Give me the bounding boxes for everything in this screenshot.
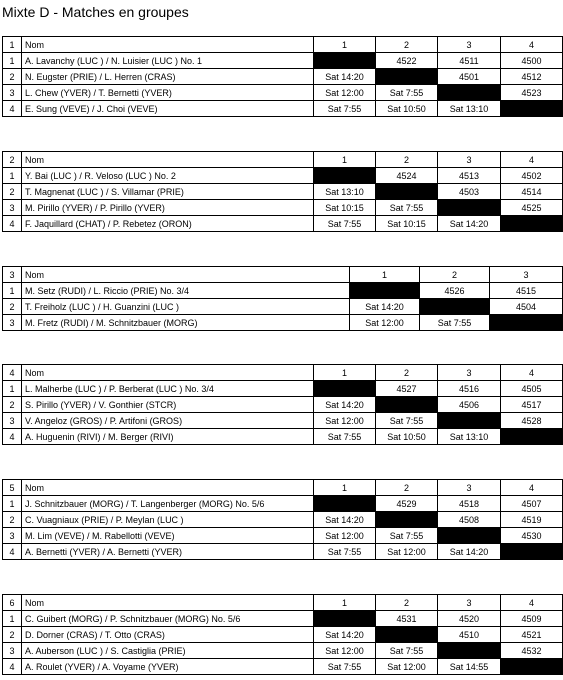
match-cell: 4517 [501,397,563,413]
match-cell: 4500 [501,53,563,69]
match-cell: Sat 14:20 [314,512,376,528]
blocked-cell [314,168,376,184]
row-index: 2 [3,69,22,85]
group-number: 2 [3,152,22,168]
match-cell: 4508 [438,512,501,528]
row-index: 2 [3,627,22,643]
group-table [2,36,563,117]
match-cell: 4503 [438,184,501,200]
row-index: 3 [3,85,22,101]
pair-name: A. Auberson (LUC ) / S. Castiglia (PRIE) [22,643,314,659]
match-cell: Sat 12:00 [314,413,376,429]
name-header: Nom [22,595,314,611]
column-header: 2 [376,152,438,168]
table-row [3,299,563,315]
match-cell: 4509 [501,611,563,627]
blocked-cell [314,496,376,512]
match-cell: 4506 [438,397,501,413]
table-row [3,611,563,627]
blocked-cell [501,544,563,560]
group-header-row [3,595,563,611]
table-row [3,528,563,544]
pair-name: M. Lim (VEVE) / M. Rabellotti (VEVE) [22,528,314,544]
match-cell: Sat 7:55 [376,85,438,101]
match-cell: Sat 14:20 [350,299,420,315]
blocked-cell [420,299,490,315]
group-header-row [3,152,563,168]
column-header: 2 [376,595,438,611]
match-cell: Sat 10:50 [376,101,438,117]
column-header: 4 [501,480,563,496]
match-cell: Sat 13:10 [438,101,501,117]
pair-name: D. Dorner (CRAS) / T. Otto (CRAS) [22,627,314,643]
match-cell: Sat 7:55 [376,200,438,216]
column-header: 3 [438,365,501,381]
column-header: 2 [376,480,438,496]
pair-name: V. Angeloz (GROS) / P. Artifoni (GROS) [22,413,314,429]
row-index: 4 [3,659,22,675]
match-cell: Sat 7:55 [376,643,438,659]
column-header: 2 [420,267,490,283]
match-cell: Sat 12:00 [350,315,420,331]
match-cell: Sat 14:20 [314,627,376,643]
match-cell: 4523 [501,85,563,101]
pair-name: M. Pirillo (YVER) / P. Pirillo (YVER) [22,200,314,216]
match-cell: Sat 12:00 [314,643,376,659]
column-header: 1 [350,267,420,283]
table-row [3,659,563,675]
group-table [2,594,563,675]
match-cell: Sat 7:55 [314,544,376,560]
match-cell: 4525 [501,200,563,216]
column-header: 1 [314,365,376,381]
column-header: 3 [438,595,501,611]
match-cell: 4514 [501,184,563,200]
column-header: 1 [314,152,376,168]
pair-name: A. Bernetti (YVER) / A. Bernetti (YVER) [22,544,314,560]
group-table [2,364,563,445]
pair-name: L. Chew (YVER) / T. Bernetti (YVER) [22,85,314,101]
group-number: 6 [3,595,22,611]
column-header: 1 [314,595,376,611]
match-cell: 4518 [438,496,501,512]
match-cell: Sat 10:15 [314,200,376,216]
column-header: 4 [501,37,563,53]
table-row [3,413,563,429]
pair-name: A. Lavanchy (LUC ) / N. Luisier (LUC ) No. 1 [22,53,314,69]
blocked-cell [314,611,376,627]
table-row [3,283,563,299]
match-cell: Sat 13:10 [438,429,501,445]
match-cell: Sat 12:00 [376,544,438,560]
row-index: 3 [3,413,22,429]
pair-name: T. Freiholz (LUC ) / H. Guanzini (LUC ) [22,299,350,315]
match-cell: Sat 10:50 [376,429,438,445]
blocked-cell [438,643,501,659]
match-cell: 4512 [501,69,563,85]
column-header: 1 [314,37,376,53]
pair-name: J. Schnitzbauer (MORG) / T. Langenberger (MORG) No. 5/6 [22,496,314,512]
pair-name: C. Guibert (MORG) / P. Schnitzbauer (MORG) No. 5/6 [22,611,314,627]
group-number: 4 [3,365,22,381]
pair-name: N. Eugster (PRIE) / L. Herren (CRAS) [22,69,314,85]
match-cell: Sat 14:20 [314,397,376,413]
row-index: 1 [3,53,22,69]
name-header: Nom [22,267,350,283]
row-index: 1 [3,611,22,627]
blocked-cell [501,659,563,675]
row-index: 4 [3,429,22,445]
row-index: 1 [3,381,22,397]
name-header: Nom [22,480,314,496]
table-row [3,216,563,232]
column-header: 4 [501,595,563,611]
match-cell: Sat 7:55 [376,413,438,429]
name-header: Nom [22,37,314,53]
row-index: 2 [3,397,22,413]
match-cell: 4505 [501,381,563,397]
pair-name: L. Malherbe (LUC ) / P. Berberat (LUC ) No. 3/4 [22,381,314,397]
row-index: 4 [3,216,22,232]
match-cell: 4522 [376,53,438,69]
match-cell: Sat 14:20 [314,69,376,85]
pair-name: Y. Bai (LUC ) / R. Veloso (LUC ) No. 2 [22,168,314,184]
blocked-cell [438,200,501,216]
match-cell: 4531 [376,611,438,627]
match-cell: Sat 10:15 [376,216,438,232]
group-header-row [3,365,563,381]
column-header: 2 [376,365,438,381]
pair-name: E. Sung (VEVE) / J. Choi (VEVE) [22,101,314,117]
pair-name: S. Pirillo (YVER) / V. Gonthier (STCR) [22,397,314,413]
blocked-cell [314,381,376,397]
match-cell: 4504 [490,299,563,315]
blocked-cell [438,85,501,101]
table-row [3,85,563,101]
match-cell: 4529 [376,496,438,512]
blocked-cell [376,184,438,200]
pair-name: M. Fretz (RUDI) / M. Schnitzbauer (MORG) [22,315,350,331]
row-index: 2 [3,184,22,200]
page-title: Mixte D - Matches en groupes [2,4,189,20]
group-number: 1 [3,37,22,53]
row-index: 1 [3,168,22,184]
table-row [3,101,563,117]
blocked-cell [438,413,501,429]
group-table [2,479,563,560]
pair-name: F. Jaquillard (CHAT) / P. Rebetez (ORON) [22,216,314,232]
row-index: 2 [3,512,22,528]
match-cell: Sat 7:55 [420,315,490,331]
column-header: 3 [490,267,563,283]
name-header: Nom [22,365,314,381]
group-number: 3 [3,267,22,283]
blocked-cell [376,69,438,85]
table-row [3,184,563,200]
table-row [3,627,563,643]
match-cell: 4516 [438,381,501,397]
match-cell: 4519 [501,512,563,528]
match-cell: 4527 [376,381,438,397]
table-row [3,69,563,85]
group-header-row [3,37,563,53]
match-cell: Sat 12:00 [314,85,376,101]
match-cell: 4502 [501,168,563,184]
blocked-cell [490,315,563,331]
column-header: 3 [438,480,501,496]
pair-name: M. Setz (RUDI) / L. Riccio (PRIE) No. 3/4 [22,283,350,299]
row-index: 4 [3,544,22,560]
match-cell: 4521 [501,627,563,643]
column-header: 3 [438,37,501,53]
table-row [3,168,563,184]
pair-name: A. Roulet (YVER) / A. Voyame (YVER) [22,659,314,675]
table-row [3,397,563,413]
match-cell: Sat 14:20 [438,216,501,232]
pair-name: C. Vuagniaux (PRIE) / P. Meylan (LUC ) [22,512,314,528]
group-number: 5 [3,480,22,496]
match-cell: 4532 [501,643,563,659]
row-index: 3 [3,643,22,659]
row-index: 2 [3,299,22,315]
match-cell: 4515 [490,283,563,299]
match-cell: Sat 12:00 [314,528,376,544]
pair-name: T. Magnenat (LUC ) / S. Villamar (PRIE) [22,184,314,200]
blocked-cell [376,397,438,413]
table-row [3,512,563,528]
row-index: 4 [3,101,22,117]
column-header: 2 [376,37,438,53]
match-cell: Sat 14:20 [438,544,501,560]
match-cell: 4501 [438,69,501,85]
match-cell: 4528 [501,413,563,429]
group-table [2,151,563,232]
row-index: 1 [3,283,22,299]
match-cell: Sat 14:55 [438,659,501,675]
column-header: 4 [501,152,563,168]
group-header-row [3,267,563,283]
match-cell: 4530 [501,528,563,544]
match-cell: Sat 12:00 [376,659,438,675]
row-index: 3 [3,528,22,544]
group-table [2,266,563,331]
table-row [3,381,563,397]
match-cell: 4507 [501,496,563,512]
blocked-cell [314,53,376,69]
table-row [3,544,563,560]
match-cell: 4526 [420,283,490,299]
table-row [3,200,563,216]
match-cell: 4510 [438,627,501,643]
match-cell: Sat 7:55 [314,659,376,675]
blocked-cell [350,283,420,299]
column-header: 3 [438,152,501,168]
match-cell: Sat 7:55 [314,216,376,232]
blocked-cell [501,101,563,117]
pair-name: A. Huguenin (RIVI) / M. Berger (RIVI) [22,429,314,445]
blocked-cell [376,512,438,528]
name-header: Nom [22,152,314,168]
table-row [3,315,563,331]
row-index: 3 [3,315,22,331]
match-cell: Sat 7:55 [314,101,376,117]
column-header: 4 [501,365,563,381]
match-cell: 4513 [438,168,501,184]
table-row [3,429,563,445]
blocked-cell [501,429,563,445]
match-cell: Sat 7:55 [314,429,376,445]
match-cell: 4520 [438,611,501,627]
row-index: 3 [3,200,22,216]
column-header: 1 [314,480,376,496]
table-row [3,496,563,512]
group-header-row [3,480,563,496]
match-cell: 4511 [438,53,501,69]
table-row [3,53,563,69]
table-row [3,643,563,659]
match-cell: Sat 7:55 [376,528,438,544]
blocked-cell [376,627,438,643]
match-cell: 4524 [376,168,438,184]
blocked-cell [438,528,501,544]
row-index: 1 [3,496,22,512]
blocked-cell [501,216,563,232]
match-cell: Sat 13:10 [314,184,376,200]
